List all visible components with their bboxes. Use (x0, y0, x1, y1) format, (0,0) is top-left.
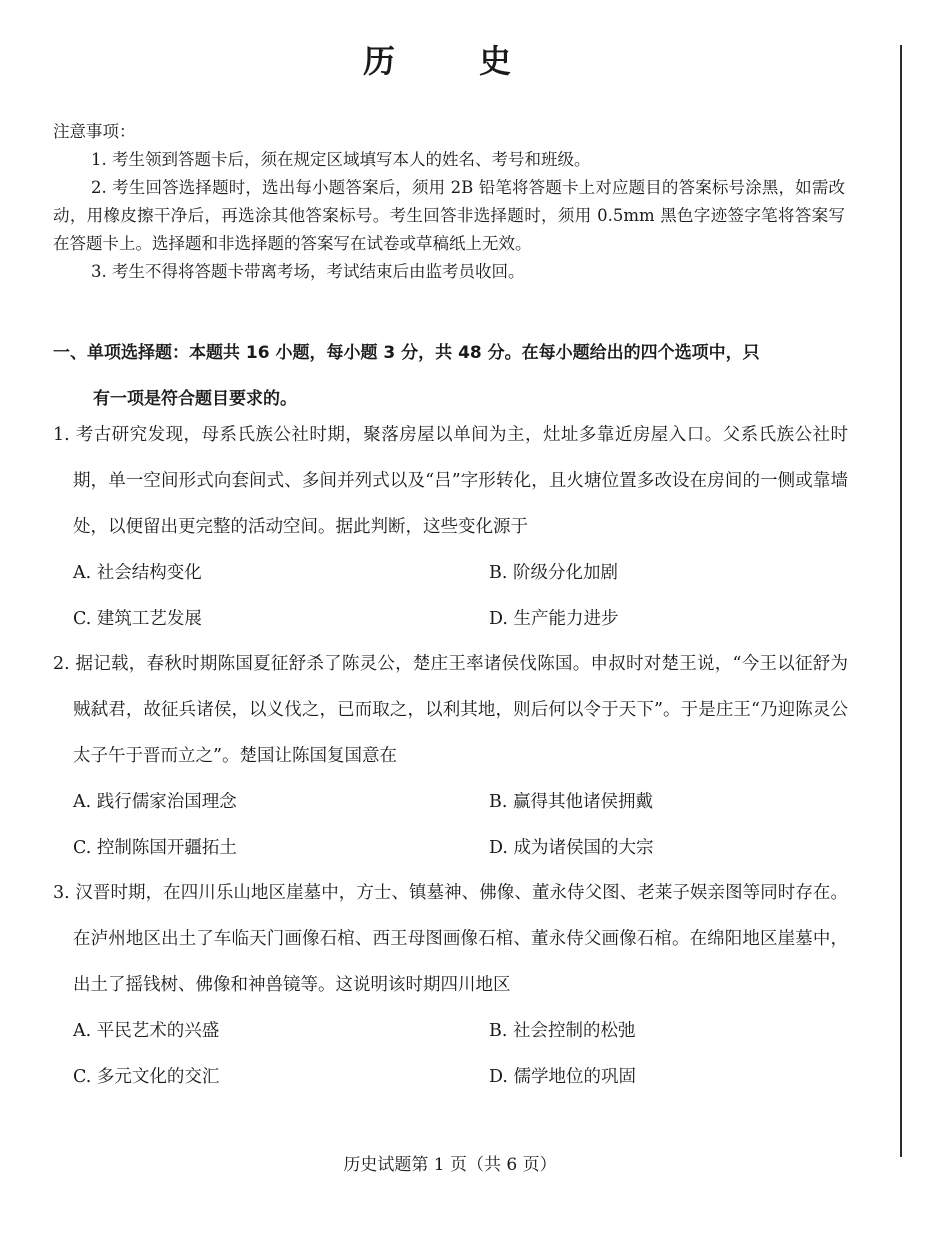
question-2 (53, 641, 848, 871)
question-1 (53, 412, 848, 642)
option-a: A. 践行儒家治国理念 (73, 792, 237, 812)
option-d: D. 儒学地位的巩固 (489, 1067, 637, 1087)
option-b: B. 赢得其他诸侯拥戴 (489, 792, 653, 812)
section-header-line-1: 一、单项选择题：本题共 16 小题，每小题 3 分，共 48 分。在每小题给出的四个选项中，只 (53, 343, 760, 363)
option-grid (53, 779, 848, 871)
option-grid (53, 550, 848, 642)
notice-block (53, 118, 845, 286)
option-d: D. 成为诸侯国的大宗 (489, 838, 654, 858)
page-edge-rule (900, 45, 902, 1157)
option-a: A. 社会结构变化 (73, 563, 202, 583)
option-grid (53, 1008, 848, 1100)
option-c: C. 建筑工艺发展 (73, 609, 202, 629)
question-stem: 1. 考古研究发现，母系氏族公社时期，聚落房屋以单间为主，灶址多靠近房屋入口。父系氏族公社时期，单一空间形式向套间式、多间并列式以及“吕”字形转化，且火塘位置多改设在房间的一侧或靠墙处，以便留出更完整的活动空间。据此判断，这些变化源于 (53, 425, 848, 537)
notice-item-3: 3. 考生不得将答题卡带离考场，考试结束后由监考员收回。 (91, 262, 525, 281)
section-header (53, 330, 848, 422)
option-c: C. 控制陈国开疆拓土 (73, 838, 237, 858)
notice-item-1: 1. 考生领到答题卡后，须在规定区域填写本人的姓名、考号和班级。 (91, 150, 591, 169)
notice-heading: 注意事项： (53, 122, 136, 141)
notice-item-2: 2. 考生回答选择题时，选出每小题答案后，须用 2B 铅笔将答题卡上对应题目的答案标号涂黑，如需改动，用橡皮擦干净后，再选涂其他答案标号。考生回答非选择题时，须用 0.5mm 黑色字迹签字笔将答案写在答题卡上。选择题和非选择题的答案写在试卷或草稿纸上无效。 (53, 178, 845, 253)
question-stem: 2. 据记载，春秋时期陈国夏征舒杀了陈灵公，楚庄王率诸侯伐陈国。申叔时对楚王说，“今王以征舒为贼弑君，故征兵诸侯，以义伐之，已而取之，以利其地，则后何以令于天下”。于是庄王“乃迎陈灵公太子午于晋而立之”。楚国让陈国复国意在 (53, 654, 848, 766)
option-d: D. 生产能力进步 (489, 609, 619, 629)
question-stem: 3. 汉晋时期，在四川乐山地区崖墓中，方士、镇墓神、佛像、董永侍父图、老莱子娱亲图等同时存在。在泸州地区出土了车临天门画像石棺、西王母图画像石棺、董永侍父画像石棺。在绵阳地区崖墓中，出土了摇钱树、佛像和神兽镜等。这说明该时期四川地区 (53, 883, 848, 995)
page-title: 历 史 (362, 42, 537, 80)
option-c: C. 多元文化的交汇 (73, 1067, 220, 1087)
option-a: A. 平民艺术的兴盛 (73, 1021, 220, 1041)
question-3 (53, 870, 848, 1100)
option-b: B. 阶级分化加剧 (489, 563, 618, 583)
section-header-line-2: 有一项是符合题目要求的。 (93, 389, 297, 409)
option-b: B. 社会控制的松弛 (489, 1021, 636, 1041)
page-footer: 历史试题第 1 页（共 6 页） (343, 1155, 557, 1175)
